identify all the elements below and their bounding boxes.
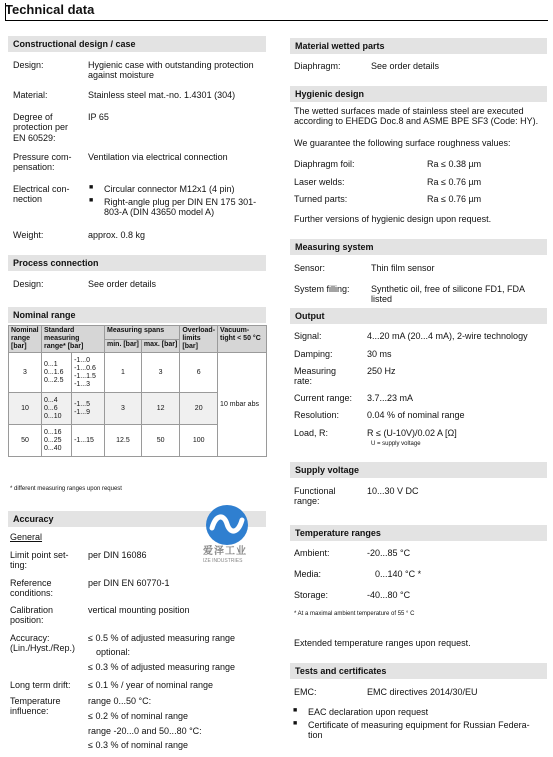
measuring-label: Sensor:: [294, 263, 326, 273]
hygienic-header: Hygienic design: [290, 86, 547, 102]
std-cell: 0...1 0...1.6 0...2.5: [42, 353, 72, 393]
min-cell: 1: [105, 353, 142, 393]
accuracy-value: optional:: [96, 647, 131, 657]
logo-name: 爱泽工业: [203, 546, 247, 557]
certificate-bullet: ■ EAC declaration upon request: [308, 707, 543, 717]
col-standard: Standard measuring range* [bar]: [42, 326, 105, 353]
connection-bullet: ■ Circular connector M12x1 (4 pin): [104, 184, 266, 194]
output-value: R ≤ (U-10V)/0.02 A [Ω]: [367, 428, 457, 438]
measuring-value: Synthetic oil, free of silicone FD1, FDA listed: [371, 284, 525, 305]
temperature-label: Media:: [294, 569, 322, 579]
certificate-bullet: ■ Certificate of measuring equipment for Russian Federa-tion: [308, 720, 543, 741]
roughness-value: Ra ≤ 0.76 µm: [427, 194, 482, 204]
load-note: U = supply voltage: [371, 441, 421, 447]
std-cell: -1...15: [72, 425, 105, 457]
max-cell: 3: [141, 353, 179, 393]
accuracy-value: range 0...50 °C:: [88, 696, 152, 706]
accuracy-label: Accuracy: (Lin./Hyst./Rep.): [10, 633, 76, 654]
nominal-range-table: [8, 325, 267, 457]
construction-value: approx. 0.8 kg: [88, 230, 146, 240]
output-label: Damping:: [294, 349, 333, 359]
vacuum-cell: 10 mbar abs: [218, 353, 267, 457]
construction-label: Weight:: [13, 230, 44, 240]
accuracy-label: Temperature influence:: [10, 696, 61, 717]
temperature-label: Storage:: [294, 590, 329, 600]
col-nominal: Nominal range [bar]: [9, 326, 42, 353]
nominal-cell: 50: [9, 425, 42, 457]
tests-value: EMC directives 2014/30/EU: [367, 687, 478, 697]
construction-label: Pressure com-pensation:: [13, 152, 72, 173]
accuracy-value: ≤ 0.2 % of nominal range: [88, 711, 188, 721]
logo-subtitle: IZE INDUSTRIES: [203, 558, 243, 564]
output-value: 30 ms: [367, 349, 392, 359]
output-value: 3.7...23 mA: [367, 393, 414, 403]
construction-label: Electrical con-nection: [13, 184, 70, 205]
overload-cell: 20: [180, 393, 218, 425]
temperature-note: Extended temperature ranges upon request.: [294, 638, 471, 648]
hygienic-note: Further versions of hygienic design upon request.: [294, 214, 492, 224]
output-value: 250 Hz: [367, 366, 396, 376]
wetted-value: See order details: [371, 61, 440, 71]
title-rule: [5, 20, 548, 21]
nominal-header: Nominal range: [8, 307, 266, 323]
std-cell: -1...0 -1...0.6 -1...1.5 -1...3: [72, 353, 105, 393]
supply-label: Functional range:: [294, 486, 336, 507]
output-label: Resolution:: [294, 410, 340, 420]
std-cell: 0...16 0...25 0...40: [42, 425, 72, 457]
construction-label: Degree of protection per EN 60529:: [13, 112, 69, 143]
output-label: Signal:: [294, 331, 322, 341]
tests-header: Tests and certificates: [290, 663, 547, 679]
output-value: 4...20 mA (20...4 mA), 2-wire technology: [367, 331, 528, 341]
max-cell: 12: [141, 393, 179, 425]
construction-label: Material:: [13, 90, 48, 100]
connection-bullet: ■ Right-angle plug per DIN EN 175 301-803-A (DIN 43650 model A): [104, 197, 266, 218]
accuracy-value: per DIN 16086: [88, 550, 147, 560]
process-value: See order details: [88, 279, 157, 289]
nominal-cell: 10: [9, 393, 42, 425]
output-header: Output: [290, 308, 547, 324]
col-vacuum: Vacuum-tight < 50 °C: [218, 326, 267, 353]
measuring-value: Thin film sensor: [371, 263, 435, 273]
accuracy-value: ≤ 0.1 % / year of nominal range: [88, 680, 214, 690]
col-spans: Measuring spans: [105, 326, 180, 340]
accuracy-label: Limit point set-ting:: [10, 550, 69, 571]
overload-cell: 6: [180, 353, 218, 393]
roughness-value: Ra ≤ 0.38 µm: [427, 159, 482, 169]
accuracy-value: vertical mounting position: [88, 605, 190, 615]
roughness-value: Ra ≤ 0.76 µm: [427, 177, 482, 187]
overload-cell: 100: [180, 425, 218, 457]
std-cell: -1...5 -1...9: [72, 393, 105, 425]
measuring-header: Measuring system: [290, 239, 547, 255]
accuracy-value: ≤ 0.3 % of adjusted measuring range: [88, 662, 236, 672]
accuracy-value: range -20...0 and 50...80 °C:: [88, 726, 202, 736]
construction-value: Hygienic case with outstanding protection against moisture: [88, 60, 254, 81]
construction-header: Constructional design / case: [8, 36, 266, 52]
nominal-footnote: * different measuring ranges upon request: [10, 486, 122, 492]
temperature-value: -20...85 °C: [367, 548, 411, 558]
hygienic-intro: The wetted surfaces made of stainless steel are executed according to EHEDG Doc.8 and ASME BPE SF3 (Code: HY).: [294, 106, 539, 127]
wetted-header: Material wetted parts: [290, 38, 547, 54]
page-title: Technical data: [5, 2, 95, 17]
min-cell: 12.5: [105, 425, 142, 457]
construction-value: Ventilation via electrical connection: [88, 152, 228, 162]
accuracy-value: per DIN EN 60770-1: [88, 578, 170, 588]
nominal-cell: 3: [9, 353, 42, 393]
general-subheading: General: [10, 532, 43, 542]
output-value: 0.04 % of nominal range: [367, 410, 465, 420]
hygienic-intro-2: We guarantee the following surface roughness values:: [294, 138, 511, 148]
std-cell: 0...4 0...6 0...10: [42, 393, 72, 425]
supply-header: Supply voltage: [290, 462, 547, 478]
process-header: Process connection: [8, 255, 266, 271]
accuracy-label: Long term drift:: [10, 680, 71, 690]
company-logo-icon: [202, 504, 252, 546]
accuracy-value: ≤ 0.5 % of adjusted measuring range: [88, 633, 236, 643]
supply-value: 10...30 V DC: [367, 486, 419, 496]
roughness-label: Laser welds:: [294, 177, 345, 187]
col-min: min. [bar]: [105, 339, 142, 353]
accuracy-value: ≤ 0.3 % of nominal range: [88, 740, 188, 750]
output-label: Load, R:: [294, 428, 329, 438]
accuracy-label: Reference conditions:: [10, 578, 54, 599]
temperature-label: Ambient:: [294, 548, 330, 558]
construction-value: IP 65: [88, 112, 109, 122]
temperature-footnote: * At a maximal ambient temperature of 55 ° C: [294, 611, 415, 617]
roughness-label: Diaphragm foil:: [294, 159, 355, 169]
max-cell: 50: [141, 425, 179, 457]
temperature-value: -40...80 °C: [367, 590, 411, 600]
temperature-value: 0...140 °C *: [375, 569, 422, 579]
output-label: Measuring rate:: [294, 366, 337, 387]
roughness-label: Turned parts:: [294, 194, 348, 204]
process-label: Design:: [13, 279, 44, 289]
output-label: Current range:: [294, 393, 353, 403]
tests-label: EMC:: [294, 687, 317, 697]
accuracy-label: Calibration position:: [10, 605, 54, 626]
construction-value: Stainless steel mat.-no. 1.4301 (304): [88, 90, 236, 100]
construction-label: Design:: [13, 60, 44, 70]
min-cell: 3: [105, 393, 142, 425]
measuring-label: System filling:: [294, 284, 350, 294]
col-max: max. [bar]: [141, 339, 179, 353]
accuracy-header: Accuracy: [8, 511, 266, 527]
temperature-header: Temperature ranges: [290, 525, 547, 541]
col-overload: Overload-limits [bar]: [180, 326, 218, 353]
wetted-label: Diaphragm:: [294, 61, 341, 71]
